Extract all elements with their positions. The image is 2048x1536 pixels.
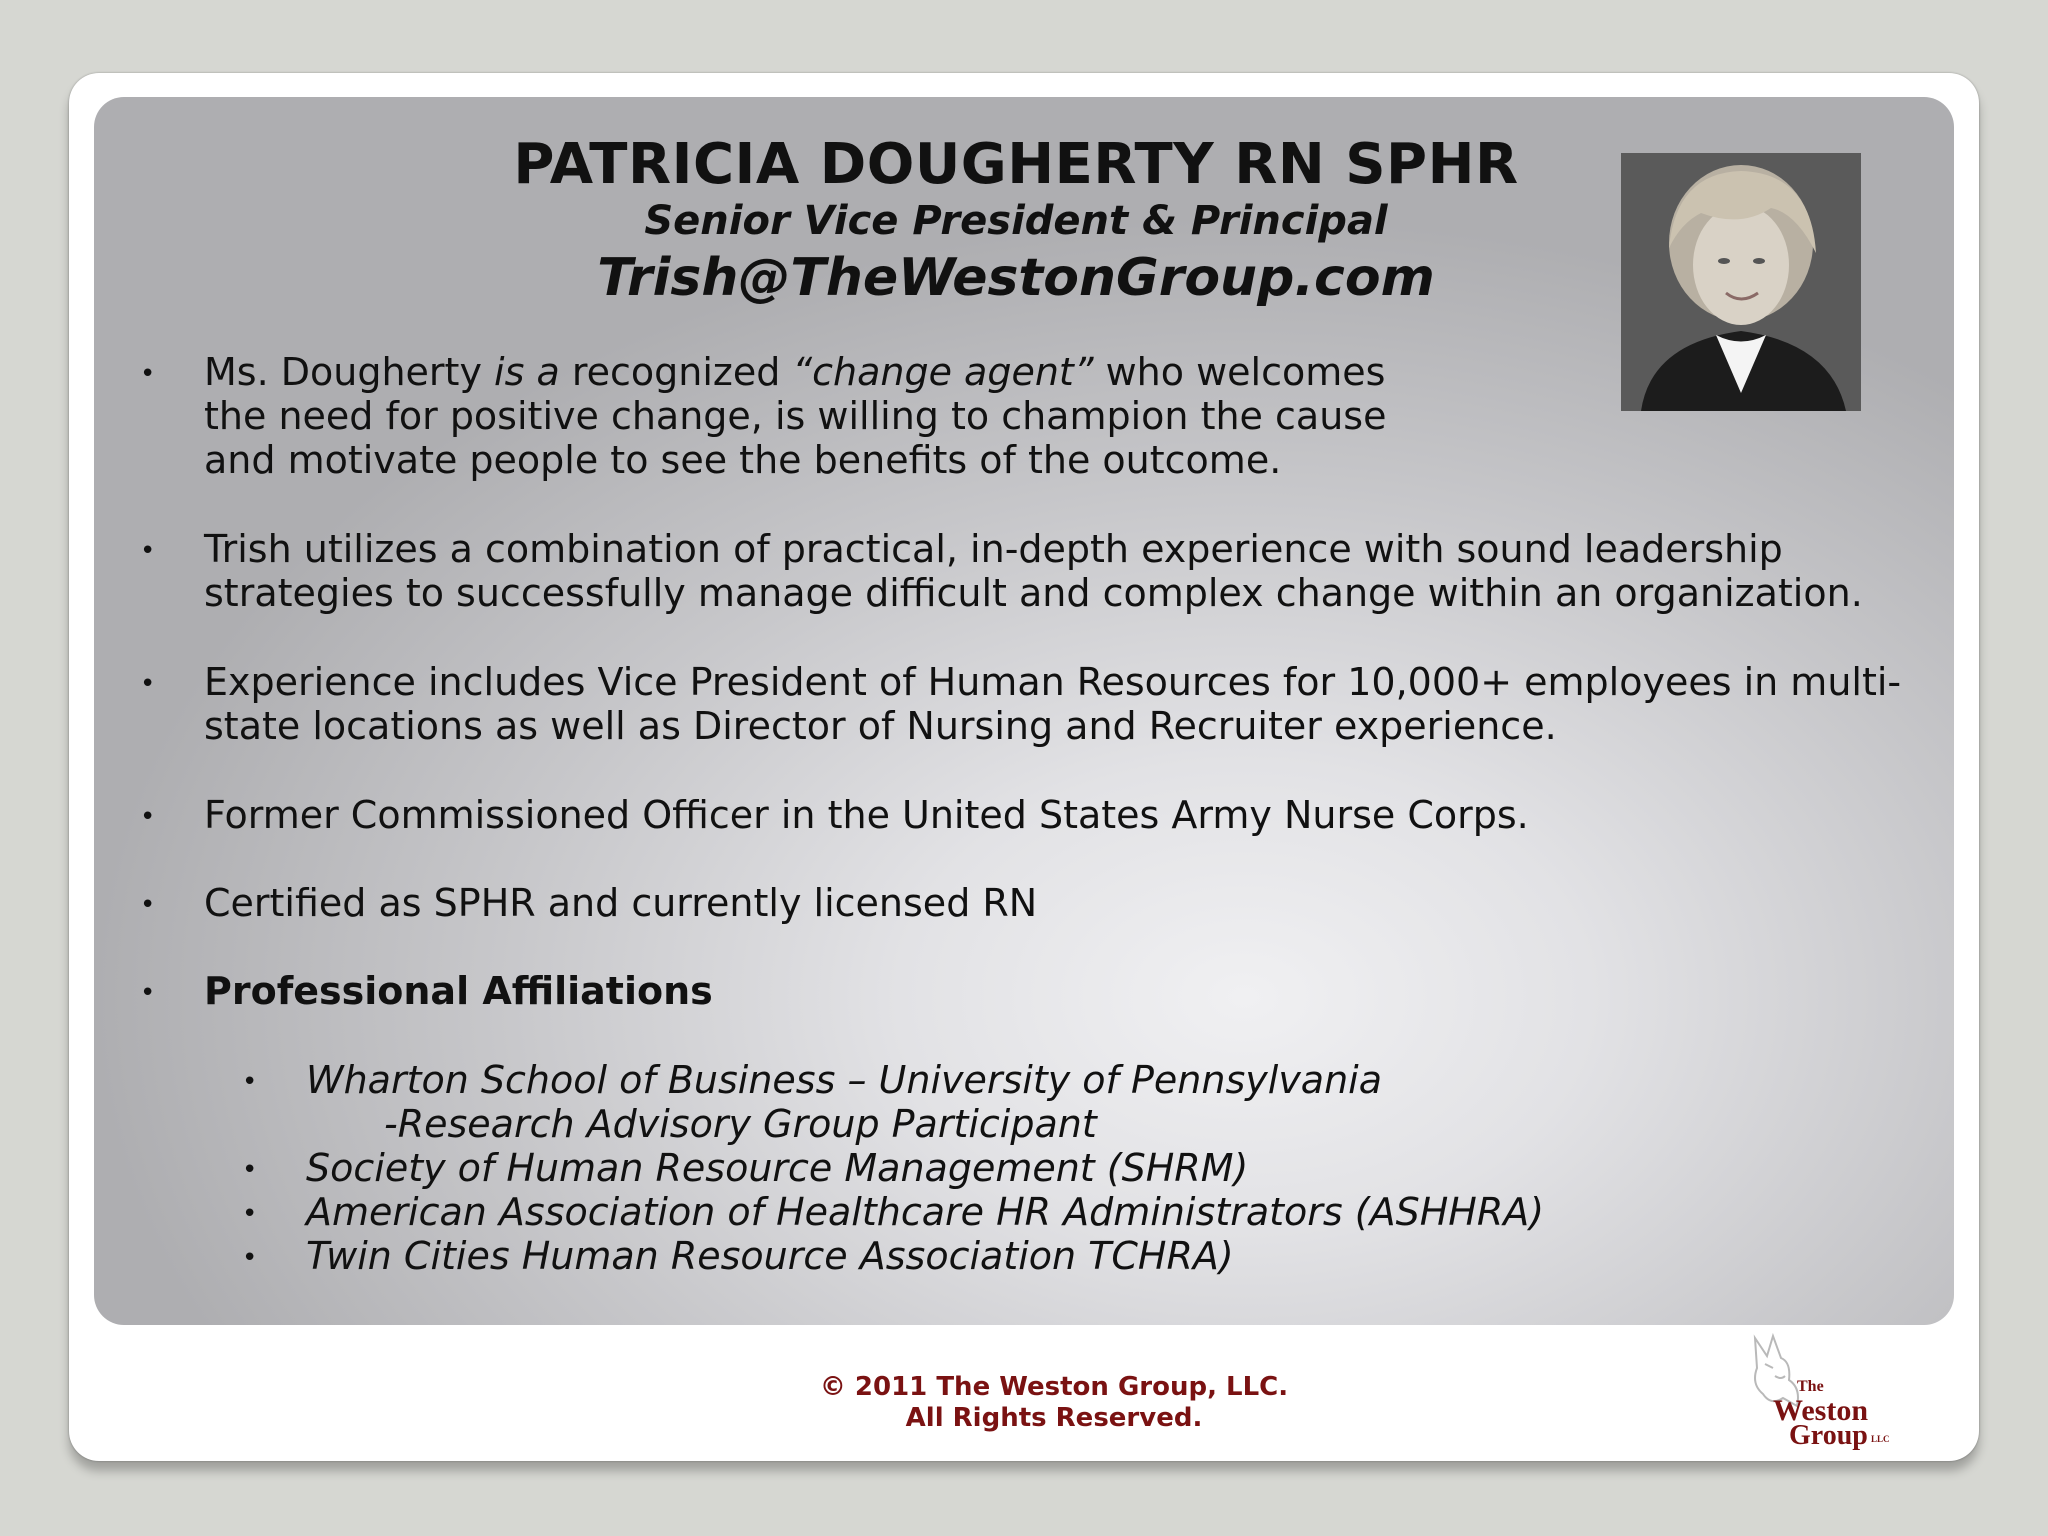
bullet-change-agent bbox=[204, 350, 1386, 482]
footer-rights: All Rights Reserved. bbox=[905, 1403, 1203, 1433]
person-role-subtitle: Senior Vice President & Principal bbox=[644, 198, 1388, 244]
bullet-certified: Certified as SPHR and currently licensed RN bbox=[204, 881, 1038, 925]
bullet-icon: • bbox=[140, 359, 156, 389]
sub-bullet-icon: • bbox=[242, 1067, 258, 1097]
bullet-line: Trish utilizes a combination of practical, in-depth experience with sound leadership bbox=[204, 527, 1783, 571]
bullet-icon: • bbox=[140, 978, 156, 1008]
contact-email[interactable]: Trish@TheWestonGroup.com bbox=[597, 248, 1435, 308]
affiliation-wharton: Wharton School of Business – University of Pennsylvania bbox=[306, 1058, 1383, 1102]
logo-llc: LLC bbox=[1871, 1434, 1890, 1444]
text-span: who welcomes bbox=[1093, 350, 1386, 394]
sub-bullet-icon: • bbox=[242, 1155, 258, 1185]
emphasis-text: “change agent” bbox=[792, 350, 1094, 394]
bullet-line: the need for positive change, is willing to champion the cause bbox=[204, 394, 1387, 438]
person-name-title: PATRICIA DOUGHERTY RN SPHR bbox=[513, 132, 1519, 197]
bullet-army: Former Commissioned Officer in the United States Army Nurse Corps. bbox=[204, 793, 1529, 837]
sub-bullet-icon: • bbox=[242, 1243, 258, 1273]
bullet-icon: • bbox=[140, 669, 156, 699]
affiliation-tchra: Twin Cities Human Resource Association TCHRA) bbox=[306, 1234, 1234, 1278]
emphasis-text: is a bbox=[494, 350, 560, 394]
bullet-line: and motivate people to see the benefits of the outcome. bbox=[204, 438, 1282, 482]
sub-bullet-icon: • bbox=[242, 1199, 258, 1229]
headshot-photo bbox=[1621, 153, 1861, 411]
bullet-experience bbox=[204, 660, 1901, 748]
footer-copyright: © 2011 The Weston Group, LLC. bbox=[819, 1372, 1289, 1402]
bullet-line: Experience includes Vice President of Human Resources for 10,000+ employees in multi- bbox=[204, 660, 1902, 704]
bullet-icon: • bbox=[140, 536, 156, 566]
affiliation-ashhra: American Association of Healthcare HR Administrators (ASHHRA) bbox=[306, 1190, 1545, 1234]
affiliation-shrm: Society of Human Resource Management (SHRM) bbox=[306, 1146, 1249, 1190]
bullet-icon: • bbox=[140, 802, 156, 832]
logo-the: The bbox=[1797, 1378, 1824, 1395]
bullet-leadership bbox=[204, 527, 1863, 615]
logo-group: Group bbox=[1789, 1420, 1868, 1451]
weston-group-logo bbox=[1745, 1328, 1895, 1452]
logo-weston: Weston bbox=[1773, 1394, 1869, 1427]
bullet-line bbox=[204, 350, 1386, 394]
bullet-affiliations-heading: Professional Affiliations bbox=[204, 969, 713, 1013]
bullet-line: state locations as well as Director of Nursing and Recruiter experience. bbox=[204, 704, 1557, 748]
bullet-icon: • bbox=[140, 890, 156, 920]
bullet-line: strategies to successfully manage difficult and complex change within an organization. bbox=[204, 571, 1863, 615]
text-span: recognized bbox=[559, 350, 793, 394]
affiliation-wharton-role: -Research Advisory Group Participant bbox=[384, 1102, 1097, 1146]
text-span: Ms. Dougherty bbox=[204, 350, 495, 394]
